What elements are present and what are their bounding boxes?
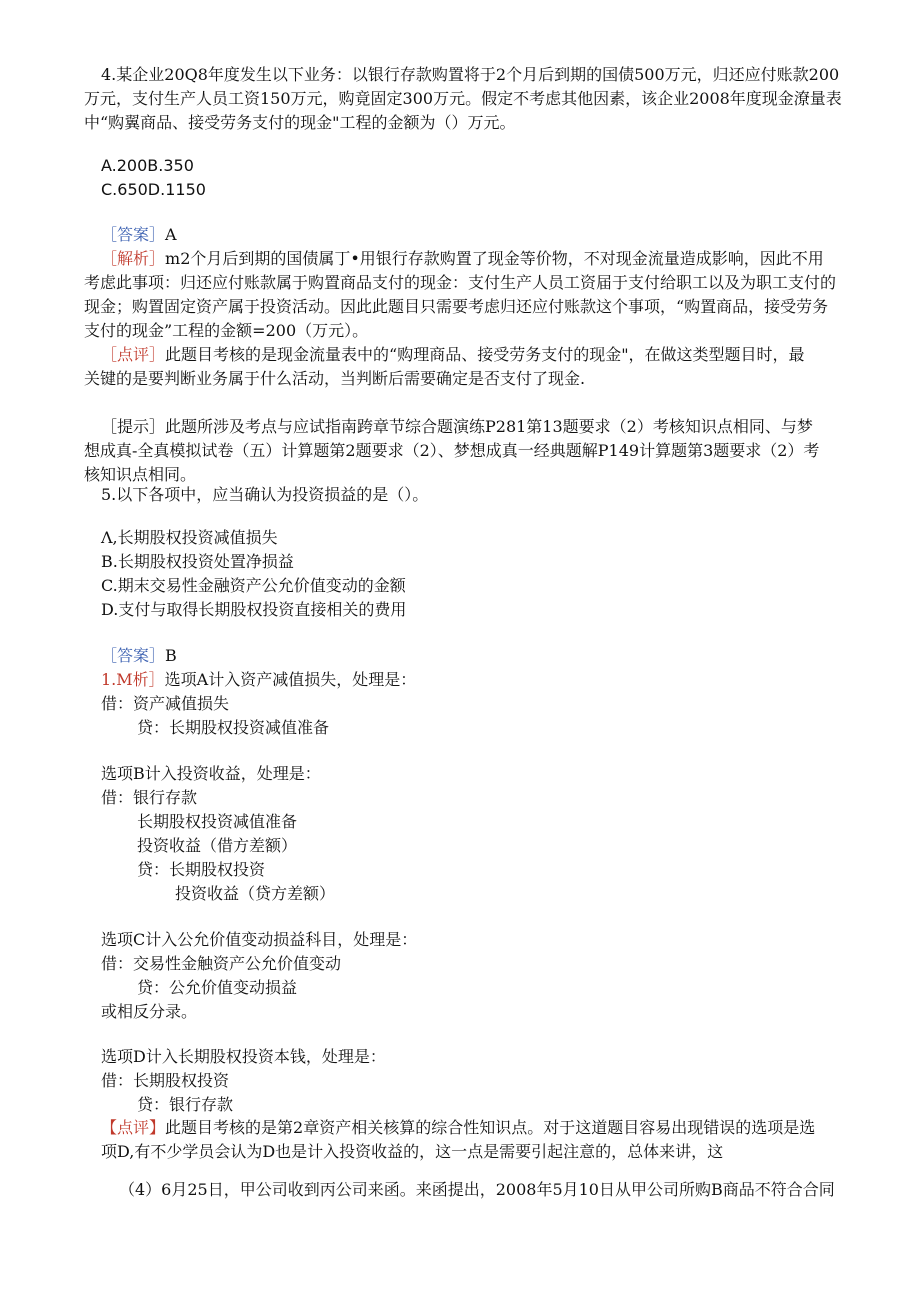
comment-tag: 【点评】	[101, 1118, 166, 1137]
entry-b-credit2: 投资收益（贷方差额）	[175, 884, 336, 903]
answer-tag: ［答案］	[101, 646, 166, 665]
entry-c-credit: 贷：公允价值变动损益	[137, 978, 298, 997]
q5-comment-line1	[101, 1117, 815, 1139]
q4-analysis-line3: 现金；购置固定资产属于投资活动。因此此题目只需要考虑归还应付账款这个事项，“购置商品，接受劳务	[84, 297, 829, 316]
q5-option-d: D.支付与取得长期股权投资直接相关的费用	[101, 600, 407, 619]
q4-analysis-line1	[101, 248, 824, 270]
q4-stem-line2: 万元，支付生产人员工资150万元，购竟固定300万元。假定不考虑其他因素，该企业2008年度现金潦量表	[84, 89, 842, 108]
entry-b-debit2: 长期股权投资减值准备	[137, 812, 298, 831]
entry-d-credit: 贷：银行存款	[137, 1095, 234, 1114]
analysis-tag: ［解析］	[101, 249, 166, 268]
entry-b-credit1: 贷：长期股权投资	[137, 860, 266, 879]
q4-comment-line2: 关键的是要判断业务属于什么活动，当判断后需要确定是否支付了现金.	[84, 369, 586, 388]
entry-a-credit: 贷：长期股权投资减值准备	[137, 718, 330, 737]
tail-paragraph: （4）6月25日，甲公司收到丙公司来函。来函提出，2008年5月10日从甲公司所购B商品不符合合同	[119, 1180, 835, 1199]
q5-title: 5.以下各项中，应当确认为投资损益的是（）。	[101, 485, 429, 504]
answer-tag: ［答案］	[101, 225, 166, 244]
entry-b-debit1: 借：银行存款	[101, 788, 198, 807]
answer-value: A	[165, 225, 177, 244]
q4-hint-line2: 想成真-全真模拟试卷（五）计算题第2题要求（2）、梦想成真一经典题解P149计算题第3题要求（2）考	[84, 441, 820, 460]
comment-tag: ［点评］	[101, 345, 166, 364]
comment-text: 此题目考核的是第2章资产相关核算的综合性知识点。对于这道题目容易出现错误的选项是选	[165, 1118, 816, 1137]
q4-option-cd: C.650D.1150	[101, 180, 206, 199]
comment-text: 此题目考核的是现金流量表中的“购理商品、接受劳务支付的现金"，在做这类型题目时，最	[165, 345, 805, 364]
q5-answer	[101, 645, 177, 667]
analysis-text: 选项A计入资产减值损失，处理是：	[164, 670, 417, 689]
entry-c-reverse: 或相反分录。	[101, 1002, 198, 1021]
q4-comment-line1	[101, 344, 805, 366]
q4-analysis-line4: 支付的现金”工程的金额=200（万元）。	[84, 321, 369, 340]
q5-comment-line2: 项D,有不少学员会认为D也是计入投资收益的，这一点是需要引起注意的，总体来讲，这	[101, 1142, 724, 1161]
q5-analysis-d: 选项D计入长期股权投资本钱，处理是：	[101, 1047, 386, 1066]
q5-option-a: Λ,长期股权投资减值损失	[101, 528, 278, 547]
entry-d-debit: 借：长期股权投资	[101, 1071, 230, 1090]
q4-hint-line1: ［提示］此题所涉及考点与应试指南跨章节综合题演练P281第13题要求（2）考核知识点相同、与梦	[101, 417, 813, 436]
entry-c-debit: 借：交易性金触资产公允价值变动	[101, 954, 342, 973]
q5-option-c: C.期末交易性金融资产公允价值变动的金额	[101, 576, 406, 595]
q4-hint-line3: 核知识点相同。	[84, 465, 197, 484]
q5-analysis-b: 选项B计入投资收益，处理是：	[101, 764, 321, 783]
analysis-text: m2个月后到期的国债属丁•用银行存款购置了现金等价物，不对现金流量造成影响，因此不用	[165, 249, 824, 268]
q4-answer	[101, 224, 177, 246]
q4-stem-line1: 4.某企业20Q8年度发生以下业务：以银行存款购置将于2个月后到期的国债500万元，归还应付账款200	[101, 65, 840, 84]
q4-stem-line3: 中“购翼商品、接受劳务支付的现金"工程的金额为（）万元。	[84, 113, 516, 132]
q5-analysis-a	[101, 669, 416, 691]
answer-value: B	[165, 646, 177, 665]
q4-analysis-line2: 考虑此事项：归还应付账款属于购置商品支付的现金：支付生产人员工资届于支付给职工以及为职工支付的	[84, 273, 837, 292]
q5-analysis-c: 选项C计入公允价值变动损益科目，处理是：	[101, 930, 418, 949]
entry-b-debit3: 投资收益（借方差额）	[137, 836, 298, 855]
entry-a-debit: 借：资产减值损失	[101, 694, 230, 713]
q5-option-b: B.长期股权投资处置净损益	[101, 552, 294, 571]
analysis-tag: 1.M析］	[101, 670, 165, 689]
q4-option-ab: A.200B.350	[101, 156, 194, 175]
